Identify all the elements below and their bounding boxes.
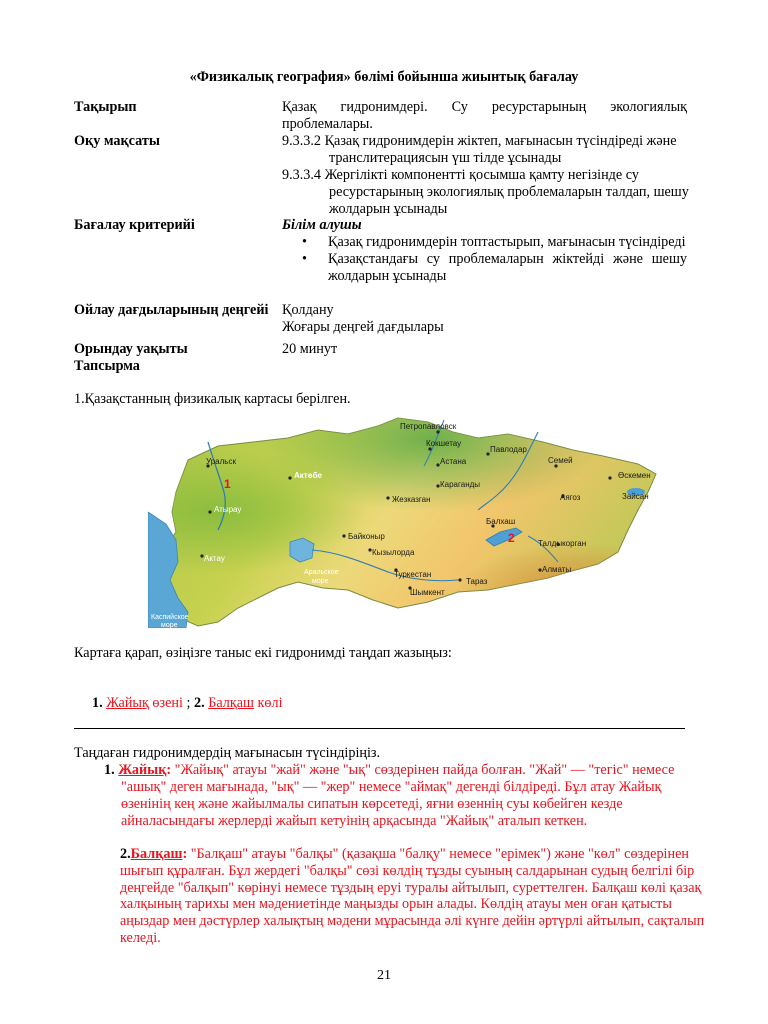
answer-river-name: Жайық — [106, 695, 149, 711]
kazakhstan-physical-map — [148, 412, 660, 628]
explanation-1-name: Жайық — [118, 762, 167, 778]
time-value: 20 минут — [282, 341, 338, 357]
skills-item-2: Жоғары деңгей дағдылары — [282, 319, 444, 335]
goal-values — [282, 133, 692, 218]
city-oskemen: Өскемен — [618, 471, 651, 480]
city-aktau: Актау — [204, 554, 225, 563]
city-dot — [342, 534, 345, 537]
city-taldykorgan: Талдыкорган — [538, 539, 587, 548]
answer-line — [74, 728, 685, 729]
answer-river-word: өзені — [152, 695, 183, 711]
question-1: Картаға қарап, өзіңізге таныс екі гидронимді таңдап жазыңыз: — [74, 645, 452, 661]
criteria-item-1-text: Қазақ гидронимдерін топтастырып, мағынасын түсіндіреді — [328, 234, 686, 250]
criteria-label: Бағалау критерийі — [74, 217, 195, 233]
city-zhezkazgan: Жезказган — [392, 495, 431, 504]
city-balkhash: Балхаш — [486, 517, 516, 526]
city-kyzylorda: Кызылорда — [372, 548, 415, 557]
aral-sea-label-1: Аральское — [304, 569, 339, 576]
city-baikonur: Байконыр — [348, 532, 385, 541]
city-aktobe: Актөбе — [294, 471, 322, 480]
city-turkestan: Туркестан — [394, 570, 432, 579]
answer-1 — [92, 695, 283, 712]
answer-separator: ; — [186, 695, 191, 711]
city-pavlodar: Павлодар — [490, 445, 527, 454]
skills-item-1: Қолдану — [282, 302, 334, 318]
answer-num-2: 2. — [194, 695, 205, 711]
south-mountain-zone — [156, 418, 656, 626]
criteria-item-2-text: Қазақстандағы су проблемаларын жіктейді және шешу жолдарын ұсынады — [328, 251, 687, 284]
explanation-2 — [120, 846, 712, 947]
criteria-item-2 — [282, 251, 687, 285]
skills-label: Ойлау дағдыларының деңгейі — [74, 302, 269, 318]
goal-item-1: 9.3.3.2 Қазақ гидронимдерін жіктеп, мағынасын түсіндіреді және транслитерациясын үш тілде ұсынады — [282, 133, 677, 166]
explanation-2-name: Балқаш — [130, 846, 183, 862]
goal-label: Оқу мақсаты — [74, 133, 160, 149]
aral-sea — [290, 538, 314, 562]
task-label: Тапсырма — [74, 358, 140, 374]
city-dot — [458, 578, 461, 581]
topic-label: Тақырып — [74, 99, 137, 115]
skills-values — [282, 302, 687, 336]
task1-text: 1.Қазақстанның физикалық картасы берілген. — [74, 391, 351, 407]
criteria-heading: Білім алушы — [282, 217, 362, 233]
city-semey: Семей — [548, 456, 573, 465]
city-dot — [208, 510, 211, 513]
city-karagandy: Караганды — [440, 480, 481, 489]
city-uralsk: Уральск — [206, 457, 236, 466]
caspian-label-1: Каспийское — [151, 614, 189, 621]
topic-value: Қазақ гидронимдері. Су ресурстарының экологиялық проблемалары. — [282, 99, 687, 132]
time-label: Орындау уақыты — [74, 341, 188, 357]
answer-lake-word: көлі — [257, 695, 283, 711]
goal-item-2: 9.3.3.4 Жергілікті компонентті қосымша қамту негізінде су ресурстарының экологиялық проблемаларын талдап, шешу жолдарын ұсынады — [282, 167, 689, 217]
explanation-1-colon: : — [166, 762, 172, 778]
city-ayagoz: Аягоз — [560, 493, 581, 502]
city-kokshetau: Кокшетау — [426, 439, 462, 448]
city-dot — [288, 476, 291, 479]
criteria-values — [282, 217, 687, 285]
bullet-icon: • — [302, 251, 307, 267]
city-zaisan: Зайсан — [622, 492, 649, 501]
page-title: «Физикалық география» бөлімі бойынша жиынтық бағалау — [189, 69, 579, 85]
map-marker-2: 2 — [508, 531, 515, 545]
aral-sea-label-2: море — [312, 578, 329, 585]
city-dot — [386, 496, 389, 499]
caspian-label-2: море — [161, 622, 178, 628]
city-shymkent: Шымкент — [410, 588, 445, 597]
explanation-1 — [104, 762, 704, 830]
city-taraz: Тараз — [466, 577, 488, 586]
answer-num-1: 1. — [92, 695, 103, 711]
explanation-2-colon: : — [182, 846, 188, 862]
explanation-2-text: "Балқаш" атауы "балқы" (қазақша "балқу" немесе "ерімек") және "көл" сөздерінен шығып құралған. Бұл жердегі "балқы" сөзі көлдің тұзды суының салдарынан судың белгілі бір деңгейде "балқып" көрінуі немесе тұздың еруі туралы айтылып, суреттелген. Балқаш көлі қазақ халқының тарихы мен мәдениетінде маңызды орын алады. Көлдің атауы мен оған қатысты аңыздар мен дәстүрлер халықтың мәдени мұрасында әлі күнге дейін әртүрлі айтылып, сақталып келеді. — [120, 846, 705, 946]
bullet-icon: • — [302, 234, 307, 250]
city-astana: Астана — [440, 457, 467, 466]
explanation-2-number: 2. — [120, 846, 131, 862]
explanation-1-text: "Жайық" атауы "жай" және "ық" сөздерінен пайда болған. "Жай" — "тегіс" немесе "ашық" деген мағынада, "ық" — "жер" немесе "аймақ" дегенді білдіреді. Бұл атау Жайық өзенінің кең және жайылмалы сипатын көрсетеді, яғни өзеннің суы көбейген кезде айналасындағы жерлерді жайып кетуінің арқасында "Жайық" аталып кеткен. — [121, 762, 675, 829]
explanation-1-number: 1. — [104, 762, 115, 778]
map-marker-1: 1 — [224, 477, 231, 491]
answer-lake-name: Балқаш — [208, 695, 254, 711]
city-petropavlovsk: Петропавловск — [400, 422, 457, 431]
page-number: 21 — [377, 968, 391, 983]
question-2: Таңдаған гидронимдердің мағынасын түсіндіріңіз. — [74, 745, 381, 761]
criteria-item-1 — [282, 234, 687, 251]
city-atyrau: Атырау — [214, 505, 242, 514]
city-dot — [608, 476, 611, 479]
city-almaty: Алматы — [542, 565, 572, 574]
